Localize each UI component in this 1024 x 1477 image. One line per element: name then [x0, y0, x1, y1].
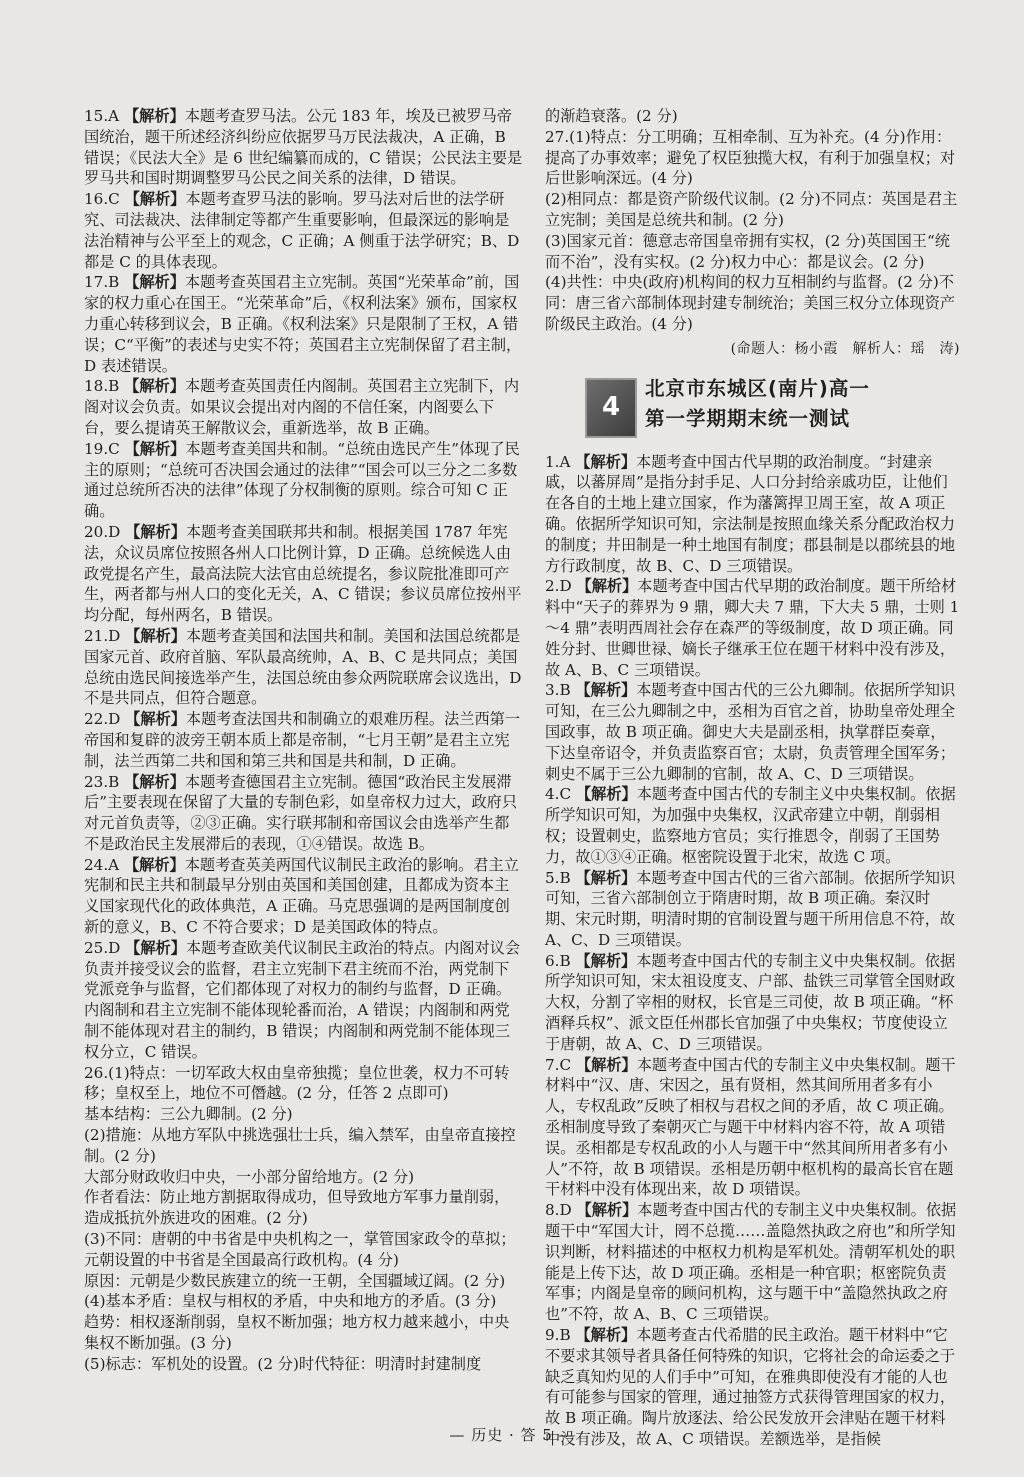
analysis-tag: 【解析】: [575, 681, 637, 700]
question-26: [84, 1063, 524, 1375]
left-column: [84, 106, 524, 1375]
answer-item: [545, 576, 960, 680]
analysis-tag: 【解析】: [123, 855, 185, 874]
section-title-line2: 第一学期期末统一测试: [645, 406, 851, 430]
analysis-text: 本题考查中国古代早期的政治制度。“封建亲戚，以蕃屏周”是指分封手足、人口分封给亲戚功臣，让他们在各自的土地上建立国家，作为藩篱捍卫周王室，故 A 项正确。依据所学知识可知，宗法制是按照血缘关系分配政治权力的制度；井田制是一种土地国有制度；郡县制是以郡统县的地方行政制度，故 B、C、D 三项错误。: [545, 452, 956, 575]
analysis-tag: 【解析】: [575, 951, 637, 970]
q26-line: 作者看法：防止地方割据取得成功，但导致地方军事力量削弱，造成抵抗外族进攻的困难。(2 分): [84, 1188, 510, 1228]
q26-line: 趋势：相权逐渐削弱，皇权不断加强；地方权力越来越小，中央集权不断加强。(3 分): [84, 1313, 510, 1353]
answer-item: [84, 938, 524, 1063]
analysis-text: 本题考查中国古代的三省六部制。依据所学知识可知，三省六部制创立于隋唐时期，故 B 项正确。秦汉时期、宋元时期，明清时期的官制设置与题干所用信息不符，故 A、C、D 三项错误。: [545, 868, 956, 949]
right-items: [545, 452, 960, 1450]
analysis-tag: 【解析】: [575, 1055, 637, 1074]
analysis-text: 本题考查罗马法的影响。罗马法对后世的法学研究、司法裁决、法律制定等都产生重要影响，但最深远的影响是法治精神与公平至上的观念，C 正确；A 侧重于法学研究；B、D 都是 C 的具体表现。: [84, 190, 520, 271]
answer-number: 1.A: [545, 452, 571, 471]
answer-number: 21.D: [84, 626, 121, 645]
answer-number: 23.B: [84, 772, 120, 791]
answer-item: [84, 855, 524, 938]
analysis-tag: 【解析】: [125, 522, 186, 541]
analysis-text: 本题考查德国君主立宪制。德国“政治民主发展滞后”主要表现在保留了大量的专制色彩，如皇帝权力过大，政府只对元首负责等，②③正确。实行联邦制和帝国议会由选举产生都不是政治民主发展滞后的表现，①④错误。故选 B。: [84, 772, 518, 853]
analysis-tag: 【解析】: [125, 710, 186, 729]
answer-item: [84, 272, 524, 376]
section-title: [645, 374, 945, 434]
answer-item: [545, 1055, 960, 1201]
answer-item: [84, 189, 524, 272]
q26-line: 大部分财政收归中央，一小部分留给地方。(2 分): [84, 1167, 415, 1186]
analysis-text: 本题考查英国责任内阁制。英国君主立宪制下，内阁对议会负责。如果议会提出对内阁的不信任案，内阁要么下台，要么提请英王解散议会，重新选举，故 B 正确。: [84, 377, 520, 437]
analysis-tag: 【解析】: [575, 1326, 637, 1345]
analysis-text: 本题考查中国古代的专制主义中央集权制。题干材料中“汉、唐、宋因之，虽有贤相，然其间所用者多有小人，专权乱政”反映了相权与君权之间的矛盾，故 C 项正确。丞相制度导致了秦朝灭亡与题干中材料内容不符，故 A 项错误。丞相都是专权乱政的小人与题干中“然其间所用者多有小人”不符，故 B 项错误。丞相是历朝中枢机构的最高长官在题干材料中没有体现出来，故 D 项错误。: [545, 1055, 956, 1199]
right-column: [545, 106, 960, 1450]
answer-item: [84, 709, 524, 771]
analysis-text: 本题考查英美两国代议制民主政治的影响。君主立宪制和民主共和制最早分别由英国和美国创建，且都成为资本主义国家现代化的政体典范，A 正确。马克思强调的是两国制度创新的意义，B、C 不符合要求；D 是美国政体的特点。: [84, 855, 519, 937]
question-27: [545, 127, 960, 335]
answer-item: [84, 772, 524, 855]
answer-number: 15.A: [84, 107, 120, 125]
answer-number: 17.B: [84, 273, 120, 292]
answer-item: [545, 452, 960, 577]
analysis-tag: 【解析】: [123, 107, 185, 125]
analysis-text: 本题考查美国联邦共和制。根据美国 1787 年宪法，众议员席位按照各州人口比例计算，D 正确。总统候选人由政党提名产生，最高法院大法官由总统提名，参议院批准即可产生，两者都与州人口的变化无关，A、C 错误；参议员席位按州平均分配，每州两名，B 错误。: [84, 522, 522, 625]
answer-item: [84, 106, 524, 189]
q26-line: (5)标志：军机处的设置。(2 分)时代特征：明清时封建制度: [84, 1354, 482, 1373]
left-items: [84, 106, 524, 1063]
analysis-tag: 【解析】: [124, 190, 186, 209]
analysis-text: 本题考查英国君主立宪制。英国“光荣革命”前，国家的权力重心在国王。“光荣革命”后，《权利法案》颁布，国家权力重心转移到议会，B 正确。《权利法案》只是限制了王权，A 错误；C“平衡”的表述与史实不符；英国君主立宪制保留了君主制，D 表述错误。: [84, 273, 522, 375]
analysis-text: 本题考查法国共和制确立的艰难历程。法兰西第一帝国和复辟的波旁王朝本质上都是帝制，“七月王朝”是君主立宪制，法兰西第二共和国和第三共和国是共和制，D 正确。: [84, 710, 521, 770]
answer-item: [545, 868, 960, 951]
answer-number: 19.C: [84, 439, 120, 458]
answer-number: 20.D: [84, 522, 121, 541]
q26-line: (4)基本矛盾：皇权与相权的矛盾，中央和地方的矛盾。(3 分): [84, 1292, 497, 1311]
q26-number: 26.: [84, 1063, 109, 1082]
answer-number: 3.B: [545, 681, 571, 700]
q27-number: 27.: [545, 127, 570, 146]
answer-number: 24.A: [84, 855, 120, 874]
analysis-text: 本题考查美国和法国共和制。美国和法国总统都是国家元首、政府首脑、军队最高统帅，A、B、C 是共同点；美国总统由选民间接选举产生，法国总统由参众两院联席会议选出，D 不是共同点，但符合题意。: [84, 626, 522, 708]
answer-item: [84, 376, 524, 438]
answer-number: 6.B: [545, 951, 571, 970]
answer-number: 5.B: [545, 868, 571, 887]
analysis-text: 本题考查中国古代早期的政治制度。题干所给材料中“天子的葬界为 9 鼎，卿大夫 7 鼎，下大夫 5 鼎，士则 1～4 鼎”表明西周社会存在森严的等级制度，故 D 项正确。同姓分封、世卿世禄、嫡长子继承王位在题干材料中没有涉及，故 A、B、C 三项错误。: [545, 577, 960, 679]
answer-number: 2.D: [545, 577, 572, 596]
analysis-tag: 【解析】: [124, 772, 185, 791]
q27-line: (3)国家元首：德意志帝国皇帝拥有实权，(2 分)英国国王“统而不治”，没有实权。(2 分)权力中心：都是议会。(2 分): [545, 231, 950, 271]
q26-line: 26.(1)特点：一切军政大权由皇帝独揽；皇位世袭，权力不可转移；皇权至上，地位不可僭越。(2 分，任答 2 点即可): [84, 1063, 510, 1103]
analysis-tag: 【解析】: [576, 1201, 638, 1220]
section-title-line1: 北京市东城区(南片)高一: [645, 376, 870, 400]
analysis-tag: 【解析】: [125, 626, 186, 645]
q27-line: 27.(1)特点：分工明确；互相牵制、互为补充。(4 分)作用：提高了办事效率；避免了权臣独揽大权，有利于加强皇权；对后世影响深远。(4 分): [545, 127, 956, 188]
analysis-tag: 【解析】: [124, 439, 186, 458]
q26-line: 基本结构：三公九卿制。(2 分): [84, 1105, 293, 1124]
answer-item: [545, 951, 960, 1055]
analysis-tag: 【解析】: [575, 868, 637, 887]
analysis-tag: 【解析】: [575, 452, 637, 471]
answer-item: [545, 680, 960, 784]
author-credit: (命题人：杨小霞 解析人：瑶 涛): [730, 340, 960, 357]
analysis-text: 本题考查罗马法。公元 183 年，埃及已被罗马帝国统治，题干所述经济纠纷应依据罗马万民法裁决，A 正确，B 错误；《民法大全》是 6 世纪编纂而成的，C 错误；公民法主要是罗马共和国时期调整罗马公民之间关系的法律，D 错误。: [84, 107, 523, 188]
analysis-tag: 【解析】: [576, 577, 638, 596]
analysis-text: 本题考查古代希腊的民主政治。题干材料中“它不要求其领导者具备任何特殊的知识，它将社会的命运委之于缺乏真知灼见的人们手中”可知，在雅典即使没有才能的人也有可能参与国家的管理，通过抽签方式获得管理国家的权力，故 B 项正确。陶片放逐法、给公民发放开会津贴在题干材料中没有涉及，故 A、C 项错误。差额选举，是指候: [545, 1326, 956, 1449]
answer-number: 16.C: [84, 190, 120, 209]
answer-item: [545, 1200, 960, 1325]
analysis-text: 本题考查中国古代的专制主义中央集权制。依据所学知识可知，为加强中央集权，汉武帝建立中朝，削弱相权；设置刺史，监察地方官员；实行推恩令，削弱了王国势力，故①③④正确。枢密院设置于北宋，故选 C 项。: [545, 785, 956, 866]
analysis-tag: 【解析】: [124, 377, 185, 396]
answer-number: 18.B: [84, 377, 120, 396]
answer-item: [84, 522, 524, 626]
answer-item: [84, 626, 524, 709]
analysis-text: 本题考查中国古代的三公九卿制。依据所学知识可知，在三公九卿制之中，丞相为百官之首，协助皇帝处理全国政事，故 B 项正确。御史大夫是副丞相，执掌群臣奏章，下达皇帝诏令，并负责监察百官；太尉，负责管理全国军务；刺史不属于三公九卿制的官制，故 A、C、D 三项错误。: [545, 681, 956, 783]
answer-number: 4.C: [545, 785, 572, 804]
analysis-text: 本题考查中国古代的专制主义中央集权制。依据所学知识可知，宋太祖设度支、户部、盐铁三司掌管全国财政大权，分割了宰相的财权，长官是三司使，故 B 项正确。“杯酒释兵权”、派文臣任州郡长官加强了中央集权；节度使设立于唐朝，故 A、C、D 三项错误。: [545, 951, 956, 1053]
q27-line: (2)相同点：都是资产阶级代议制。(2 分)不同点：英国是君主立宪制；美国是总统共和制。(2 分): [545, 190, 958, 229]
analysis-tag: 【解析】: [575, 785, 637, 804]
section-header: [545, 374, 960, 440]
analysis-text: 本题考查欧美代议制民主政治的特点。内阁对议会负责并接受议会的监督，君主立宪制下君主统而不治，两党制下党派竞争与监督，它们都体现了对权力的制约与监督，D 正确。内阁制和君主立宪制不能体现轮番而治，A 错误；内阁制和两党制不能体现对君主的制约，B 错误；内阁制和两党制不能体现三权分立，C 错误。: [84, 938, 521, 1061]
page-footer: — 历史 · 答 5 —: [449, 1426, 575, 1444]
answer-number: 9.B: [545, 1326, 571, 1345]
analysis-tag: 【解析】: [125, 938, 186, 957]
analysis-tag: 【解析】: [124, 273, 185, 292]
q26-line: (2)措施：从地方军队中挑选强壮士兵，编入禁军，由皇帝直接控制。(2 分): [84, 1126, 516, 1165]
analysis-text: 本题考查中国古代的专制主义中央集权制。依据题干中“军国大计，罔不总揽……盖隐然执政之府也”和所学知识判断，材料描述的中枢权力机构是军机处。清朝军机处的职能是上传下达，故 D 项正确。丞相是一种官职；枢密院负责军事；内阁是皇帝的顾问机构，这与题干中“盖隐然执政之府也”不符，故 A、B、C 三项错误。: [545, 1201, 957, 1324]
answer-number: 7.C: [545, 1055, 572, 1074]
q26-line: (3)不同：唐朝的中书省是中央机构之一，掌管国家政令的草拟；元朝设置的中书省是全国最高行政机构。(4 分): [84, 1230, 516, 1269]
q27-line: (4)共性：中央(政府)机构间的权力互相制约与监督。(2 分)不同：唐三省六部制体现封建专制统治；美国三权分立体现资产阶级民主政治。(4 分): [545, 273, 956, 333]
answer-item: [84, 439, 524, 522]
answer-item: [545, 784, 960, 867]
q26-continuation: 的渐趋衰落。(2 分): [545, 107, 678, 125]
section-number-badge: 4: [585, 378, 637, 438]
analysis-text: 本题考查美国共和制。“总统由选民产生”体现了民主的原则；“总统可否决国会通过的法律”“国会可以三分之二多数通过总统所否决的法律”体现了分权制衡的原则。综合可知 C 正确。: [84, 439, 520, 521]
q26-line: 原因：元朝是少数民族建立的统一王朝，全国疆域辽阔。(2 分): [84, 1271, 506, 1290]
answer-number: 25.D: [84, 938, 121, 957]
answer-number: 22.D: [84, 710, 121, 729]
answer-number: 8.D: [545, 1201, 572, 1220]
